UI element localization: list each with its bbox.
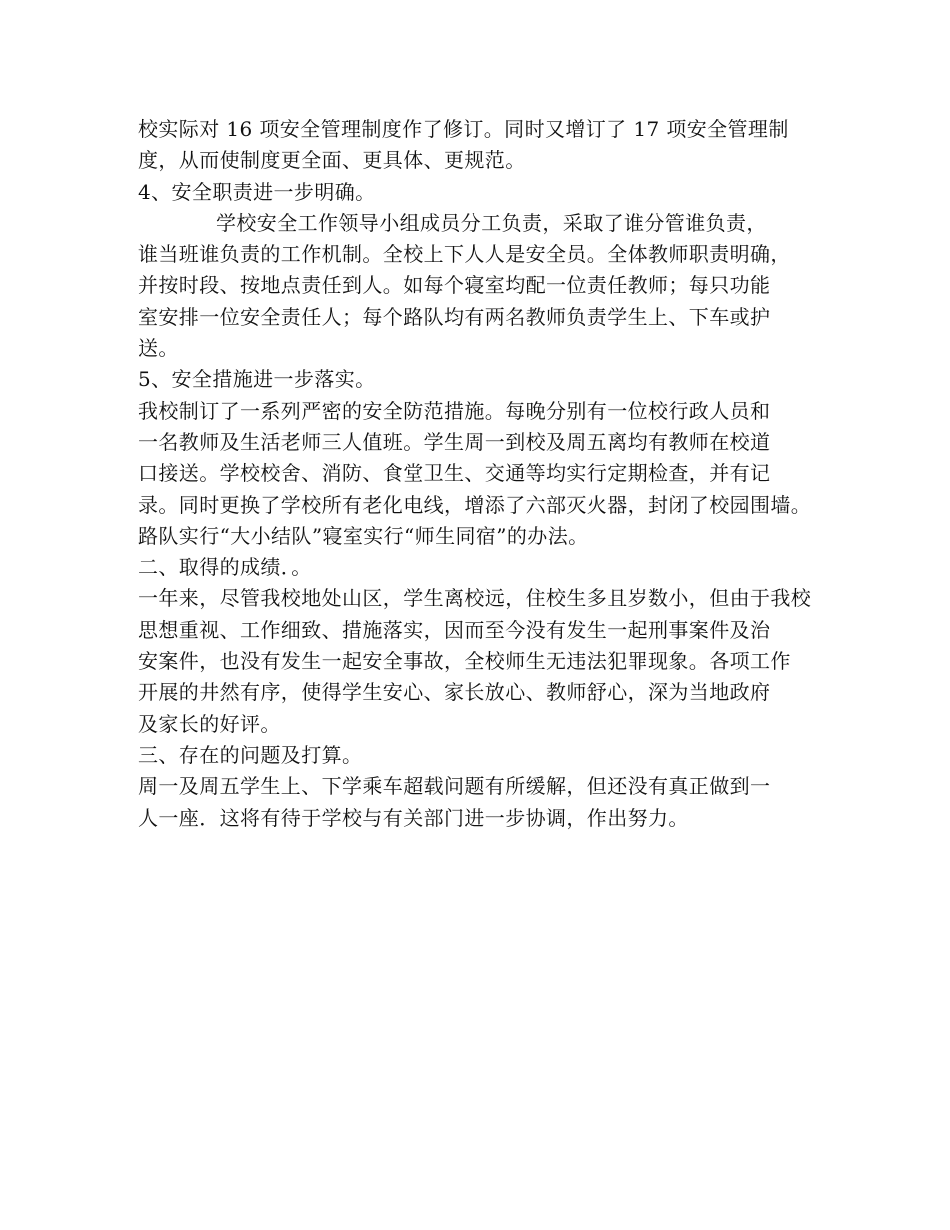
text-line: 一年来，尽管我校地处山区，学生离校远，住校生多且岁数小，但由于我校 bbox=[138, 586, 812, 611]
text-line: 及家长的好评。 bbox=[138, 711, 281, 736]
text-line: 周一及周五学生上、下学乘车超载问题有所缓解，但还没有真正做到一 bbox=[138, 774, 771, 799]
section-heading: 二、取得的成绩．。 bbox=[138, 555, 312, 580]
text-line: 一名教师及生活老师三人值班。学生周一到校及周五离均有教师在校道 bbox=[138, 429, 771, 454]
section-heading: 5、安全措施进一步落实。 bbox=[138, 367, 376, 392]
text-line: 室安排一位安全责任人；每个路队均有两名教师负责学生上、下车或护 bbox=[138, 304, 771, 329]
text-line: 度，从而使制度更全面、更具体、更规范。 bbox=[138, 148, 526, 173]
text-line: 并按时段、按地点责任到人。如每个寝室均配一位责任教师；每只功能 bbox=[138, 273, 771, 298]
text-line: 安案件，也没有发生一起安全事故，全校师生无违法犯罪现象。各项工作 bbox=[138, 649, 791, 674]
text-line: 思想重视、工作细致、措施落实，因而至今没有发生一起刑事案件及治 bbox=[138, 617, 771, 642]
document-body bbox=[138, 114, 838, 834]
text-line: 路队实行“大小结队”寝室实行“师生同宿”的办法。 bbox=[138, 523, 589, 548]
text-line: 录。同时更换了学校所有老化电线，增添了六部灭火器，封闭了校园围墙。 bbox=[138, 492, 812, 517]
text-line: 人一座．这将有待于学校与有关部门进一步协调，作出努力。 bbox=[138, 805, 689, 830]
text-line: 口接送。学校校舍、消防、食堂卫生、交通等均实行定期检查，并有记 bbox=[138, 461, 771, 486]
section-heading: 4、安全职责进一步明确。 bbox=[138, 179, 376, 204]
text-line: 我校制订了一系列严密的安全防范措施。每晚分别有一位校行政人员和 bbox=[138, 398, 771, 423]
text-line: 谁当班谁负责的工作机制。全校上下人人是安全员。全体教师职责明确， bbox=[138, 242, 791, 267]
paragraph-start: 学校安全工作领导小组成员分工负责，采取了谁分管谁负责， bbox=[216, 210, 767, 235]
text-line: 送。 bbox=[138, 336, 179, 361]
text-line: 开展的井然有序，使得学生安心、家长放心、教师舒心，深为当地政府 bbox=[138, 680, 771, 705]
text-line: 校实际对 16 项安全管理制度作了修订。同时又增订了 17 项安全管理制 bbox=[138, 117, 789, 141]
section-heading: 三、存在的问题及打算。 bbox=[138, 742, 363, 767]
